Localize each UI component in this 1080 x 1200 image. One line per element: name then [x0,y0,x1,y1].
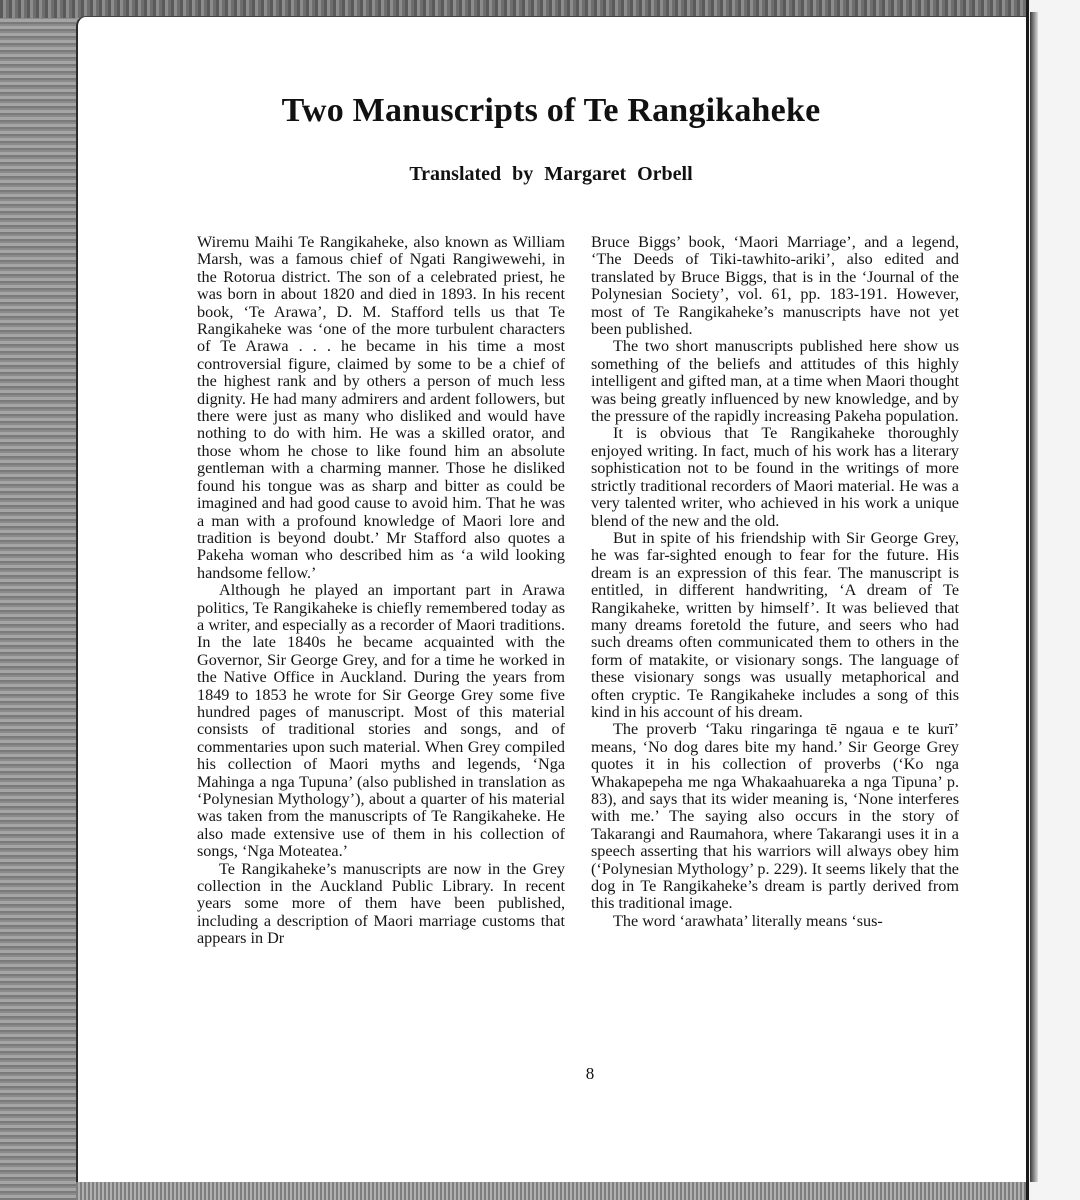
scan-bottom-edge [76,1182,1026,1200]
paragraph: Bruce Biggs’ book, ‘Maori Marriage’, and a legend, ‘The Deeds of Tiki-tawhito-ariki’, also edited and translated by Bruce Biggs, that is in the ‘Journal of the Polynesian Society’, vol. 61, pp. 183-191. However, most of Te Rangikaheke’s manuscripts have not yet been published. [591,233,959,339]
article-byline: Translated by Margaret Orbell [409,163,693,185]
paragraph: It is obvious that Te Rangikaheke thoroughly enjoyed writing. In fact, much of his work has a literary sophistication not to be found in the writings of more strictly traditional recorders of Maori material. He was a very talented writer, who achieved in his work a unique blend of the new and the old. [591,424,959,530]
paragraph: Wiremu Maihi Te Rangikaheke, also known as William Marsh, was a famous chief of Ngati Rangiwewehi, in the Rotorua district. The son of a celebrated priest, he was born in about 1820 and died in 1893. In his recent book, ‘Te Arawa’, D. M. Stafford tells us that Te Rangikaheke was ‘one of the more turbulent characters of Te Arawa . . . he became in his time a most controversial figure, claimed by some to be a chief of the highest rank and by others a person of much less dignity. He had many admirers and ardent followers, but there were just as many who disliked and would have nothing to do with him. He was a skilled orator, and those whom he chose to like found him an absolute gentleman with a charming manner. Those he disliked found his tongue was as sharp and bitter as could be imagined and had good cause to avoid him. That he was a man with a profound knowledge of Maori lore and tradition is beyond doubt.’ Mr Stafford also quotes a Pakeha woman who described him as ‘a wild looking handsome fellow.’ [197,233,565,582]
paragraph: Te Rangikaheke’s manuscripts are now in the Grey collection in the Auckland Public Library. In recent years some more of them have been published, including a description of Maori marriage customs that appears in Dr [197,859,565,948]
right-column [591,234,959,930]
scan-binding-edge [1030,12,1038,1182]
paragraph: But in spite of his friendship with Sir George Grey, he was far-sighted enough to fear for the future. His dream is an expression of this fear. The manuscript is entitled, in different handwriting, ‘A dream of Te Rangikaheke, written by himself’. It was believed that many dreams foretold the future, and seers who had such dreams often communicated them to others in the form of matakite, or visionary songs. The language of these visionary songs was usually metaphorical and often cryptic. Te Rangikaheke includes a song of this kind in his account of his dream. [591,528,959,721]
paragraph: Although he played an important part in Arawa politics, Te Rangikaheke is chiefly remembered today as a writer, and especially as a recorder of Maori traditions. In the late 1840s he became acquainted with the Governor, Sir George Grey, and for a time he worked in the Native Office in Auckland. During the years from 1849 to 1853 he wrote for Sir George Grey some five hundred pages of manuscript. Most of this material consists of traditional stories and songs, and of commentaries upon such material. When Grey compiled his collection of Maori myths and legends, ‘Nga Mahinga a nga Tupuna’ (also published in translation as ‘Polynesian Mythology’), about a quarter of his material was taken from the manuscripts of Te Rangikaheke. He also made extensive use of them in his collection of songs, ‘Nga Moteatea.’ [197,581,565,861]
paragraph: The proverb ‘Taku ringaringa tē ngaua e te kurī’ means, ‘No dog dares bite my hand.’ Sir George Grey quotes it in his collection of proverbs (‘Ko nga Whakapepeha me nga Whakaahuareka a nga Tipuna’ p. 83), and says that its wider meaning is, ‘None interferes with me.’ The saying also occurs in the story of Takarangi and Raumahora, where Takarangi uses it in a speech asserting that his warriors will always obey him (‘Polynesian Mythology’ p. 229). It seems likely that the dog in Te Rangikaheke’s dream is partly derived from this traditional image. [591,720,959,913]
article-title: Two Manuscripts of Te Rangikaheke [281,92,821,129]
page-number: 8 [585,1064,595,1083]
paragraph: The two short manuscripts published here show us something of the beliefs and attitudes of this highly intelligent and gifted man, at a time when Maori thought was being greatly influenced by new knowledge, and by the pressure of the rapidly increasing Pakeha population. [591,337,959,426]
scan-left-edge [0,18,76,1200]
paragraph: The word ‘arawhata’ literally means ‘sus- [613,911,883,930]
left-column [197,234,565,948]
